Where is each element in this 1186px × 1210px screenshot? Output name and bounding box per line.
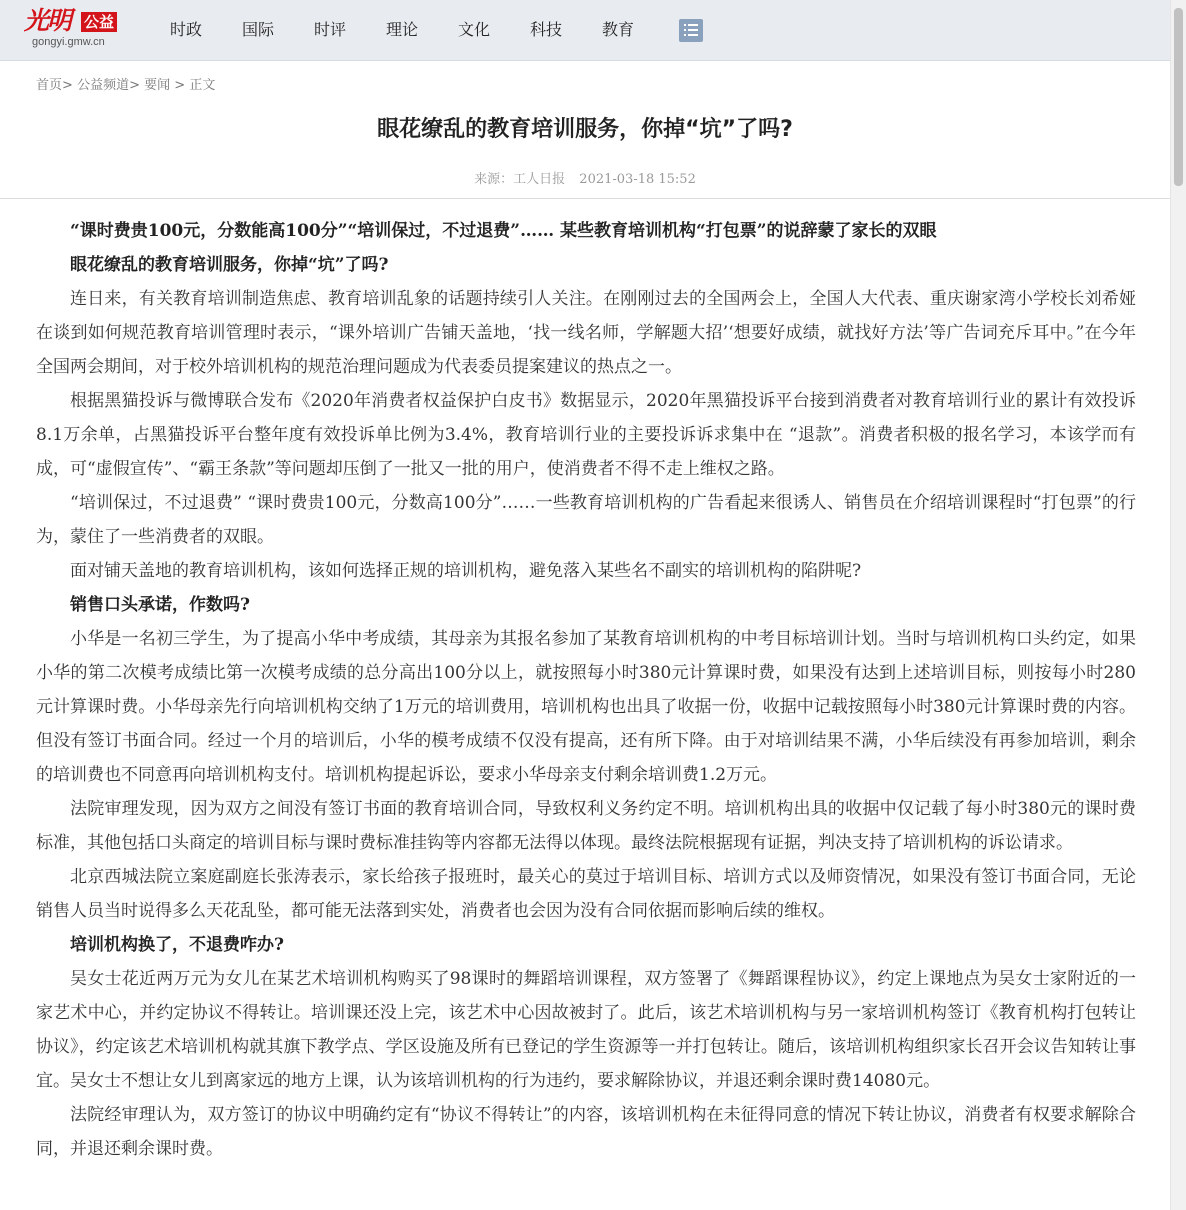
list-menu-icon[interactable] <box>679 19 703 42</box>
nav-item-culture[interactable]: 文化 <box>457 20 490 39</box>
breadcrumb-separator: > <box>174 78 186 93</box>
nav-item-theory[interactable]: 理论 <box>385 20 418 39</box>
nav-item-education[interactable]: 教育 <box>601 20 634 39</box>
article-source: 来源：工人日报 <box>474 172 566 187</box>
article-paragraph: 法院审理发现，因为双方之间没有签订书面的教育培训合同，导致权利义务约定不明。培训机构出具的收据中仅记载了每小时380元的课时费标准，其他包括口头商定的培训目标与课时费标准挂钩等内容都无法得以体现。最终法院根据现有证据，判决支持了培训机构的诉讼请求。 <box>36 799 1136 853</box>
breadcrumb <box>36 74 215 93</box>
article-paragraph: 吴女士花近两万元为女儿在某艺术培训机构购买了98课时的舞蹈培训课程，双方签署了《舞蹈课程协议》，约定上课地点为吴女士家附近的一家艺术中心，并约定协议不得转让。培训课还没上完，该艺术中心因故被封了。此后，该艺术培训机构与另一家培训机构签订《教育机构打包转让协议》，约定该艺术培训机构就其旗下教学点、学区设施及所有已登记的学生资源等一并打包转让。随后，该培训机构组织家长召开会议告知转让事宜。吴女士不想让女儿到离家远的地方上课，认为该培训机构的行为违约，要求解除协议，并退还剩余课时费14080元。 <box>36 969 1136 1091</box>
nav-item-commentary[interactable]: 时评 <box>313 20 346 39</box>
breadcrumb-current: 正文 <box>189 78 216 93</box>
logo-badge: 公益 <box>81 12 117 32</box>
nav-item-politics[interactable]: 时政 <box>169 20 202 39</box>
article-paragraph: 小华是一名初三学生，为了提高小华中考成绩，其母亲为其报名参加了某教育培训机构的中考目标培训计划。当时与培训机构口头约定，如果小华的第二次模考成绩比第一次模考成绩的总分高出100分以上，就按照每小时380元计算课时费，如果没有达到上述培训目标，则按每小时280元计算课时费。小华母亲先行向培训机构交纳了1万元的培训费用，培训机构也出具了收据一份，收据中记载按照每小时380元计算课时费的内容。但没有签订书面合同。经过一个月的培训后，小华的模考成绩不仅没有提高，还有所下降。由于对培训结果不满，小华后续没有再参加培训，剩余的培训费也不同意再向培训机构支付。培训机构提起诉讼，要求小华母亲支付剩余培训费1.2万元。 <box>36 629 1136 785</box>
article-datetime: 2021-03-18 15:52 <box>579 172 696 187</box>
article-paragraph: 法院经审理认为，双方签订的协议中明确约定有“协议不得转让”的内容，该培训机构在未征得同意的情况下转让协议，消费者有权要求解除合同，并退还剩余课时费。 <box>36 1105 1136 1159</box>
nav-item-international[interactable]: 国际 <box>241 20 274 39</box>
breadcrumb-separator: > <box>62 78 73 93</box>
site-logo[interactable] <box>24 6 124 52</box>
article-body <box>36 214 1136 1166</box>
article-subheading: 眼花缭乱的教育培训服务，你掉“坑”了吗? <box>70 255 389 275</box>
article-subheading: 培训机构换了，不退费咋办? <box>70 935 284 955</box>
breadcrumb-home[interactable]: 首页 <box>36 78 63 93</box>
nav-item-technology[interactable]: 科技 <box>529 20 562 39</box>
logo-brand-text: 光明 <box>24 6 71 35</box>
article-meta <box>0 168 1170 187</box>
title-divider <box>0 198 1170 199</box>
breadcrumb-channel[interactable]: 公益频道 <box>77 78 130 93</box>
main-nav <box>150 0 654 60</box>
logo-domain: gongyi.gmw.cn <box>32 36 105 48</box>
article-paragraph: 北京西城法院立案庭副庭长张涛表示，家长给孩子报班时，最关心的莫过于培训目标、培训方式以及师资情况，如果没有签订书面合同，无论销售人员当时说得多么天花乱坠，都可能无法落到实处，消费者也会因为没有合同依据而影响后续的维权。 <box>36 867 1136 921</box>
article-title: 眼花缭乱的教育培训服务，你掉“坑”了吗? <box>377 117 793 142</box>
article-paragraph: 面对铺天盖地的教育培训机构，该如何选择正规的培训机构，避免落入某些名不副实的培训机构的陷阱呢? <box>70 561 862 581</box>
page-scrollbar[interactable] <box>1170 0 1186 1210</box>
breadcrumb-separator: > <box>129 78 140 93</box>
article-paragraph: 连日来，有关教育培训制造焦虑、教育培训乱象的话题持续引人关注。在刚刚过去的全国两会上，全国人大代表、重庆谢家湾小学校长刘希娅在谈到如何规范教育培训管理时表示，“课外培训广告铺天盖地，‘找一线名师，学解题大招’‘想要好成绩，就找好方法’等广告词充斥耳中。”在今年全国两会期间，对于校外培训机构的规范治理问题成为代表委员提案建议的热点之一。 <box>36 289 1136 377</box>
article-paragraph: “培训保过，不过退费” “课时费贵100元，分数高100分”……一些教育培训机构的广告看起来很诱人、销售员在介绍培训课程时“打包票”的行为，蒙住了一些消费者的双眼。 <box>36 493 1136 547</box>
scrollbar-thumb[interactable] <box>1174 8 1183 186</box>
breadcrumb-section[interactable]: 要闻 <box>144 78 171 93</box>
site-header <box>0 0 1170 61</box>
article-subheading: “课时费贵100元，分数能高100分”“培训保过，不过退费”…… 某些教育培训机构“打包票”的说辞蒙了家长的双眼 <box>70 221 937 241</box>
article-paragraph: 根据黑猫投诉与微博联合发布《2020年消费者权益保护白皮书》数据显示，2020年黑猫投诉平台接到消费者对教育培训行业的累计有效投诉8.1万余单，占黑猫投诉平台整年度有效投诉单比例为3.4%，教育培训行业的主要投诉诉求集中在 “退款”。消费者积极的报名学习，本该学而有成，可“虚假宣传”、“霸王条款”等问题却压倒了一批又一批的用户，使消费者不得不走上维权之路。 <box>36 391 1136 479</box>
article-subheading: 销售口头承诺，作数吗? <box>70 595 250 615</box>
